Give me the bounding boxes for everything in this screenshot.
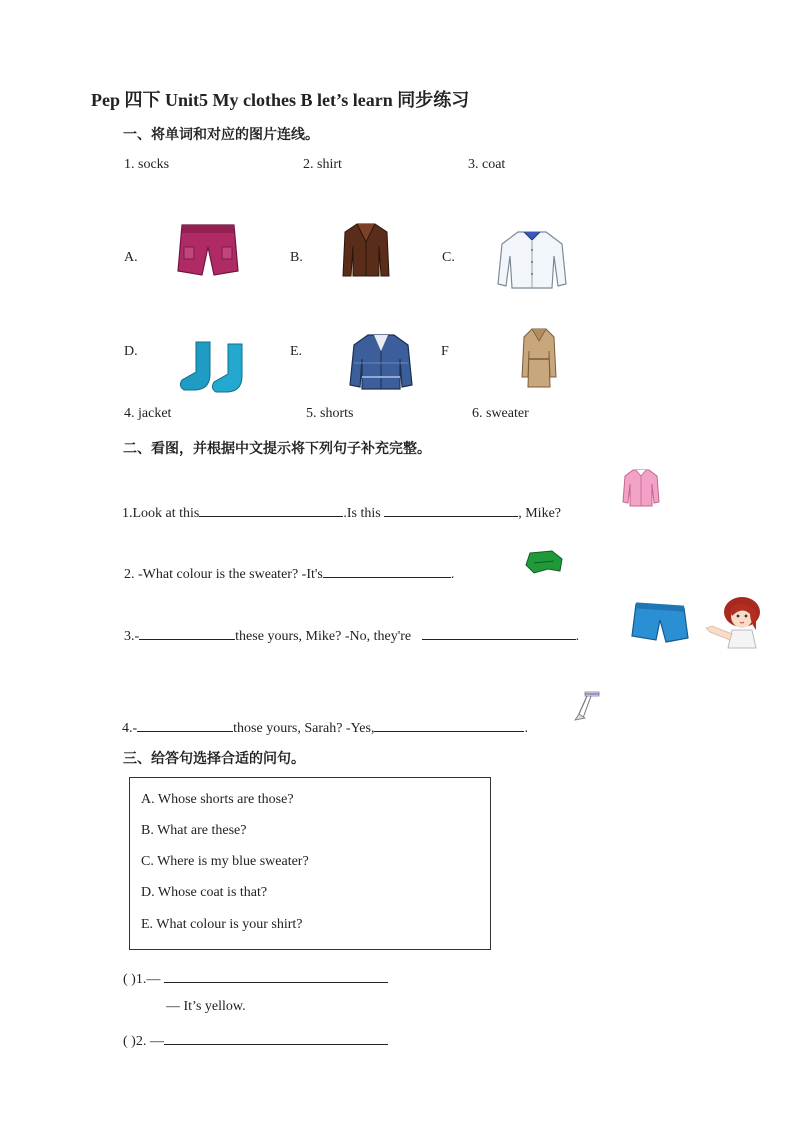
q2-3-line [124,625,579,645]
q2-4-text-a: 4.- [122,721,138,736]
options-box [129,777,491,950]
q2-3-text-a: 3.- [124,629,140,644]
q2-1-text-a: 1.Look at this [122,506,200,521]
label-b: B. [290,250,303,265]
q3-1-line [123,968,388,988]
page-title: Pep 四下 Unit5 My clothes B let’s learn 同步练习 [91,90,470,110]
label-e: E. [290,344,303,359]
label-c: C. [442,250,455,265]
section2-heading: 二、看图，并根据中文提示将下列句子补充完整。 [123,442,431,457]
shorts-icon [176,221,240,279]
q2-4-blank-1[interactable] [137,717,233,732]
q3-1-answer: — It’s yellow. [166,999,246,1014]
label-d: D. [124,344,138,359]
word-sweater: 6. sweater [472,406,529,421]
option-c: C. Where is my blue sweater? [141,854,309,869]
q3-2-paren: ( )2. — [123,1034,164,1049]
q2-2-line [124,563,454,583]
q3-1-blank[interactable] [164,968,388,983]
word-shorts: 5. shorts [306,406,354,421]
pink-shirt-icon [623,468,659,508]
leather-jacket-icon [343,222,389,278]
q3-1-paren: ( )1.— [123,972,161,987]
q2-3-blank-2[interactable] [422,625,576,640]
option-e: E. What colour is your shirt? [141,917,303,932]
q2-4-text-b: those yours, Sarah? -Yes, [233,721,375,736]
word-jacket: 4. jacket [124,406,172,421]
girl-sarah-icon [704,596,764,648]
shirt-icon [496,228,568,290]
q2-1-blank-1[interactable] [199,502,343,517]
q2-4-blank-2[interactable] [374,717,524,732]
option-b: B. What are these? [141,823,247,838]
q3-2-line [123,1030,388,1050]
section1-heading: 一、将单词和对应的图片连线。 [123,128,319,143]
coat-icon [520,327,558,389]
sweater-icon [350,333,412,391]
label-f: F [441,344,449,359]
q2-2-blank[interactable] [323,563,451,578]
q2-3-text-c: . [575,629,580,644]
q2-1-line [122,502,561,522]
q2-2-text-b: . [450,567,455,582]
word-shirt: 2. shirt [303,157,342,172]
socks-icon [178,340,250,394]
small-socks-icon [573,690,603,722]
green-sweater-icon [524,549,564,575]
q2-4-text-c: . [524,721,528,736]
option-a: A. Whose shorts are those? [141,792,294,807]
word-coat: 3. coat [468,157,506,172]
q2-3-blank-1[interactable] [139,625,235,640]
q2-2-text-a: 2. -What colour is the sweater? -It's [124,567,323,582]
q2-1-blank-2[interactable] [384,502,518,517]
section3-heading: 三、给答句选择合适的问句。 [123,752,305,767]
option-d: D. Whose coat is that? [141,885,268,900]
q2-3-text-b: these yours, Mike? -No, they're [235,629,412,644]
label-a: A. [124,250,138,265]
q2-1-text-b: .Is this [343,506,381,521]
q2-4-line [122,717,528,737]
q3-2-blank[interactable] [164,1030,388,1045]
q2-1-text-c: , Mike? [518,506,561,521]
blue-shorts-icon [632,602,688,644]
word-socks: 1. socks [124,157,170,172]
